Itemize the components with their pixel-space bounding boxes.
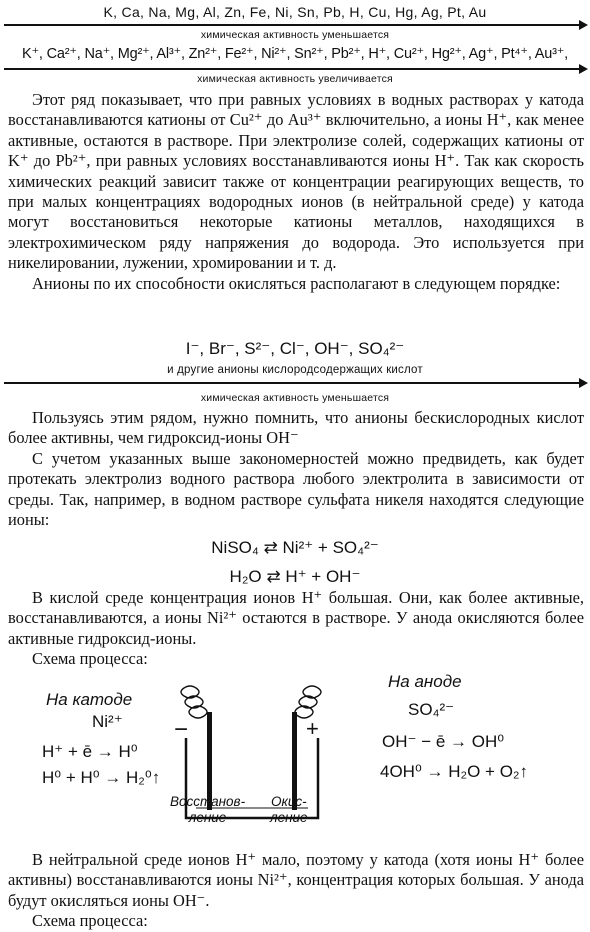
anode-sign: +: [306, 716, 319, 741]
equation-nickel-sulfate: NiSO₄ ⇄ Ni²⁺ + SO₄²⁻: [211, 538, 379, 557]
reduction-label: Восстанов- ление: [170, 794, 246, 825]
cathode-equation-1: H⁺ + ē → H⁰: [42, 742, 138, 761]
anode-equation-1: OH⁻ − ē → OH⁰: [382, 732, 505, 751]
anode-title: На аноде: [388, 672, 462, 691]
equation-water: H₂O ⇄ H⁺ + OH⁻: [229, 567, 361, 586]
cathode-equation-2: H⁰ + H⁰ → H₂⁰↑: [42, 768, 161, 787]
activity-arrow-3: [4, 382, 586, 384]
anode-wire: [295, 686, 321, 718]
activity-arrow-2: [4, 68, 586, 70]
activity-decreases-label: химическая активность уменьшается: [200, 29, 390, 41]
cathode-wire: [181, 686, 207, 718]
cathode-sign: −: [174, 716, 189, 743]
metal-activity-series: K, Ca, Na, Mg, Al, Zn, Fe, Ni, Sn, Pb, H, Cu, Hg, Ag, Pt, Au: [103, 4, 487, 20]
activity-increases-label: химическая активность увеличивается: [197, 73, 393, 85]
cathode-title: На катоде: [46, 690, 133, 709]
paragraph-8: Схема процесса:: [32, 911, 148, 931]
oxidation-label: Окис- ление: [270, 794, 308, 825]
anion-activity-label: химическая активность уменьшается: [200, 392, 390, 404]
paragraph-6: Схема процесса:: [32, 649, 148, 669]
paragraph-1: Этот ряд показывает, что при равных условиях в водных растворах у катода восстанавливаются катионы от Cu²⁺ до Au³⁺ включительно, а ионы H⁺, как менее активные, остаются в растворе. При электролизе солей, содержащих катионы от K⁺ до Pb²⁺, при равных условиях восстанавливаются ионы H⁺. Так как скорость химических реакций зависит также от концентрации реагирующих веществ, то при малых концентрациях водородных ионов (в нейтральной среде) у катода могут восстановиться некоторые катионы металлов, находящихся в электрохимическом ряду напряжения до водорода. Это используется при никелировании, лужении, хромировании и т. д.: [8, 90, 584, 273]
paragraph-2: Анионы по их способности окисляться располагают в следующем порядке:: [32, 273, 561, 293]
cation-activity-series: K⁺, Ca²⁺, Na⁺, Mg²⁺, Al³⁺, Zn²⁺, Fe²⁺, Ni²⁺, Sn²⁺, Pb²⁺, H⁺, Cu²⁺, Hg²⁺, Ag⁺, Pt⁴⁺, Au³⁺,: [22, 46, 568, 62]
paragraph-3: Пользуясь этим рядом, нужно помнить, что анионы бескислородных кислот более активны, чем гидроксид-ионы OH⁻: [8, 408, 584, 448]
cathode-ion: Ni²⁺: [92, 712, 123, 731]
paragraph-4: С учетом указанных выше закономерностей можно предвидеть, как будет протекать электролиз водного раствора любого электролита в зависимости от среды. Так, например, в водном растворе сульфата никеля находятся следующие ионы:: [8, 448, 584, 530]
electrolysis-diagram: [0, 668, 590, 838]
paragraph-5: В кислой среде концентрация ионов H⁺ большая. Они, как более активные, восстанавливаются, а ионы Ni²⁺ остаются в растворе. У анода окисляются более активные гидроксид-ионы.: [8, 588, 584, 648]
paragraph-anions: [8, 408, 584, 530]
paragraph-cathode-reduction: [8, 90, 584, 294]
anode-equation-2: 4OH⁰ → H₂O + O₂↑: [380, 762, 529, 781]
anion-series-note: и другие анионы кислородсодержащих кислот: [167, 364, 423, 376]
anion-series: I⁻, Br⁻, S²⁻, Cl⁻, OH⁻, SO₄²⁻: [185, 339, 405, 358]
activity-arrow-1: [4, 24, 586, 26]
paragraph-acidic: [8, 588, 584, 670]
paragraph-7: В нейтральной среде ионов H⁺ мало, поэтому у катода (хотя ионы H⁺ более активны) восстанавливаются ионы Ni²⁺, концентрация которых большая. У анода будут окисляться ионы OH⁻.: [8, 850, 584, 910]
anode-ion: SO₄²⁻: [408, 700, 455, 719]
paragraph-neutral: [8, 850, 584, 932]
